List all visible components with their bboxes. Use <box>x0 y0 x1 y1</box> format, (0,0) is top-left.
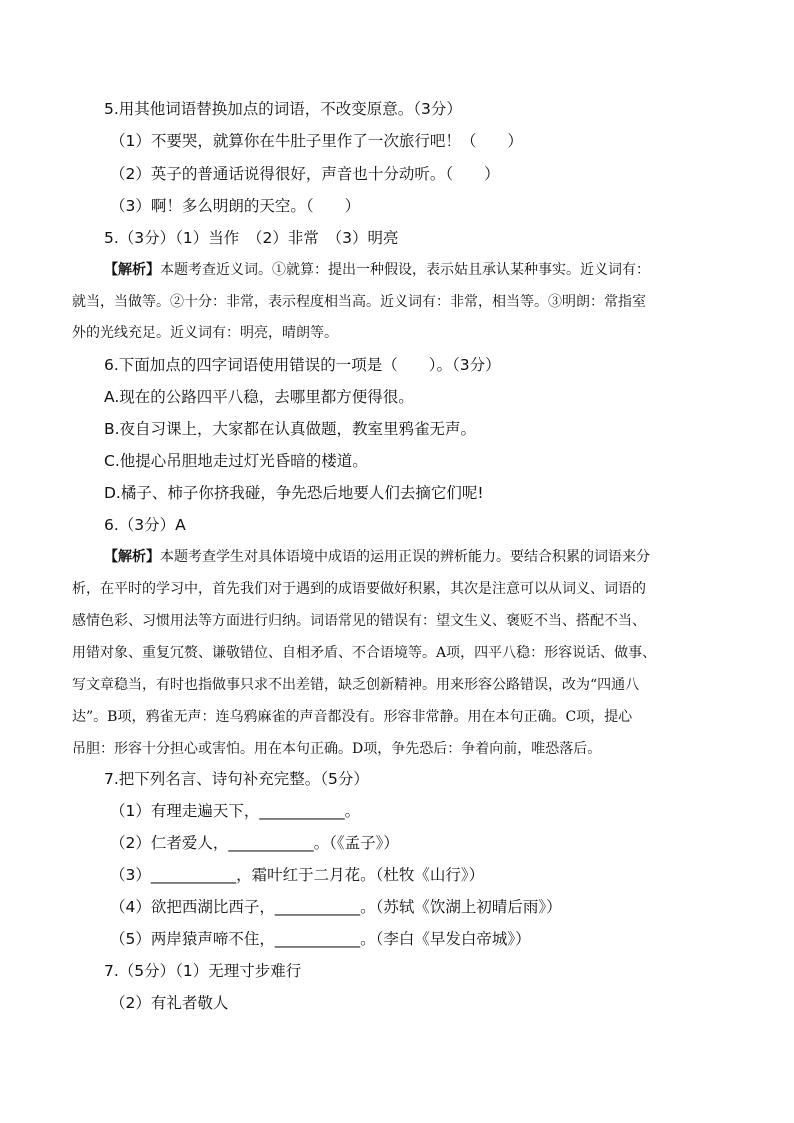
question-6-analysis-line-3: 感情色彩、习惯用法等方面进行归纳。词语常见的错误有：望文生义、褒贬不当、搭配不当、 <box>72 613 646 629</box>
question-5-analysis-line-3: 外的光线充足。近义词有：明亮，晴朗等。 <box>72 325 338 341</box>
question-6-title: 6.下面加点的四字词语使用错误的一项是（ ）。（3分） <box>104 356 501 374</box>
question-6-option-c: C.他提心吊胆地走过灯光昏暗的楼道。 <box>104 452 368 470</box>
question-7-answer: 7.（5分）（1）无理寸步难行 <box>104 962 302 980</box>
question-6-analysis-line-6: 达”。B项，鸦雀无声：连乌鸦麻雀的声音都没有。形容非常静。用在本句正确。C项，提心 <box>72 709 633 725</box>
analysis-text: 本题考查学生对具体语境中成语的运用正误的辨析能力。要结合积累的词语来分 <box>160 549 650 565</box>
question-7-item-2: （2）仁者爱人，___________。（《孟子》） <box>110 834 399 852</box>
question-7-item-1: （1）有理走遍天下，___________。 <box>110 802 361 820</box>
question-6-answer: 6.（3分）A <box>104 516 186 534</box>
question-5-item-3: （3）啊！多么明朗的天空。（ ） <box>110 197 361 215</box>
question-5-analysis-line-1 <box>104 259 650 281</box>
analysis-label: 【解析】 <box>104 262 160 278</box>
question-6-option-d: D.橘子、柿子你挤我碰，争先恐后地要人们去摘它们呢! <box>104 484 484 502</box>
question-6-option-a: A.现在的公路四平八稳，去哪里都方便得很。 <box>104 388 414 406</box>
question-6-analysis-line-4: 用错对象、重复冗赘、谦敬错位、自相矛盾、不合语境等。A项，四平八稳：形容说话、做事、 <box>72 645 657 661</box>
analysis-label: 【解析】 <box>104 549 160 565</box>
analysis-text: 本题考查近义词。①就算：提出一种假设，表示姑且承认某种事实。近义词有： <box>160 262 650 278</box>
question-7-item-4: （4）欲把西湖比西子，___________。（苏轼《饮湖上初晴后雨》） <box>110 898 562 916</box>
question-7-item-5: （5）两岸猿声啼不住，___________。（李白《早发白帝城》） <box>110 930 531 948</box>
question-7-item-3: （3）___________，霜叶红于二月花。（杜牧《山行》） <box>110 866 485 884</box>
question-5-item-2: （2）英子的普通话说得很好，声音也十分动听。（ ） <box>110 165 500 183</box>
question-5-title: 5.用其他词语替换加点的词语，不改变原意。（3分） <box>104 100 462 118</box>
question-6-analysis-line-2: 析，在平时的学习中，首先我们对于遇到的成语要做好积累，其次是注意可以从词义、词语的 <box>72 581 646 597</box>
question-7-title: 7.把下列名言、诗句补充完整。（5分） <box>104 770 369 788</box>
question-6-analysis-line-7: 吊胆：形容十分担心或害怕。用在本句正确。D项，争先恐后：争着向前，唯恐落后。 <box>72 741 602 757</box>
question-7-answer-2: （2）有礼者敬人 <box>110 994 229 1012</box>
question-5-answer: 5.（3分）（1）当作 （2）非常 （3）明亮 <box>104 229 399 247</box>
question-5-analysis-line-2: 就当，当做等。②十分：非常，表示程度相当高。近义词有：非常，相当等。③明朗：常指室 <box>72 294 646 310</box>
question-6-analysis-line-5: 写文章稳当，有时也指做事只求不出差错，缺乏创新精神。用来形容公路错误，改为“四通八 <box>72 677 640 693</box>
question-6-analysis-line-1 <box>104 546 650 568</box>
question-6-option-b: B.夜自习课上，大家都在认真做题，教室里鸦雀无声。 <box>104 420 477 438</box>
question-5-item-1: （1）不要哭，就算你在牛肚子里作了一次旅行吧！（ ） <box>110 132 523 150</box>
